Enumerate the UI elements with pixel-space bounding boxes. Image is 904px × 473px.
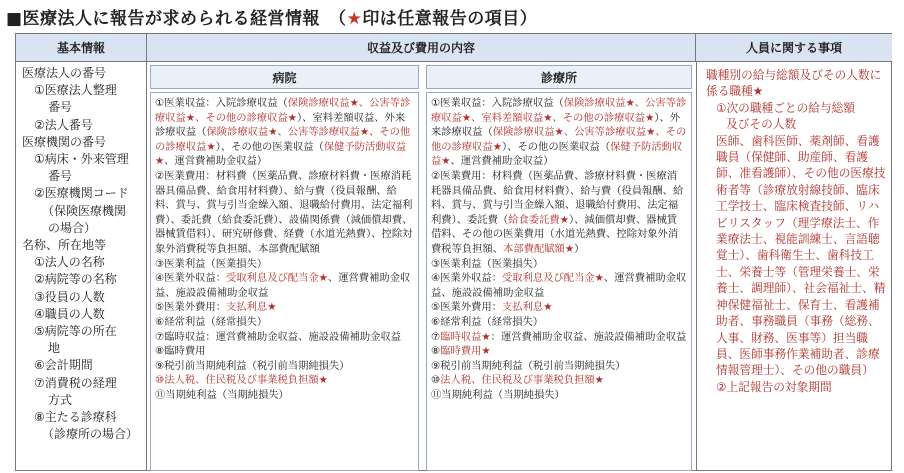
item-line bbox=[155, 373, 414, 388]
item-text: ）、減価償却費、器械賃借料、その他の医業費用（水道光熱費、控除対象外消費税等負担額、 bbox=[431, 213, 679, 255]
item-text: ⑦ bbox=[431, 330, 441, 343]
item-line bbox=[155, 359, 414, 374]
item-line bbox=[155, 96, 414, 169]
item-text: ⑪当期純利益（当期純損失） bbox=[431, 388, 565, 401]
basic-info-line: （保険医療機関 bbox=[42, 203, 127, 218]
item-text: 、運営費補助金収益） bbox=[164, 155, 268, 168]
item-text: 、運営費補助金収益） bbox=[450, 155, 554, 168]
staff-info-line: 職種別の給与総額及びその人数に係る職種★ bbox=[706, 68, 882, 99]
item-line bbox=[431, 271, 687, 300]
item-line bbox=[155, 169, 414, 257]
item-text: ⑤医業外費用： bbox=[155, 301, 227, 314]
item-text: ①医業収益：入院診療収益（ bbox=[431, 97, 564, 109]
header-staff: 人員に関する事項 bbox=[696, 34, 892, 62]
item-text: ）、室料差額収益、外来診療収益（ bbox=[155, 111, 406, 139]
item-text: 、運営費補助金収益、施設設備補助金収益 bbox=[155, 272, 411, 299]
item-line bbox=[155, 388, 414, 403]
item-text: ⑥経常利益（経常損失） bbox=[155, 315, 268, 328]
item-text: ②医業費用：材料費（医薬品費、診療材料費・医療消耗器具備品費、給食用材料費）、給与費（役員報酬、給料、賞与、賞与引当金繰入額、退職給付費用、法定福利費）、委託費（ bbox=[431, 169, 684, 226]
hospital-items bbox=[150, 92, 419, 471]
item-line bbox=[431, 373, 687, 388]
item-line bbox=[155, 257, 414, 272]
item-line bbox=[431, 359, 687, 374]
subheader-hospital: 病院 bbox=[150, 65, 419, 89]
item-line bbox=[431, 96, 687, 169]
item-text: ：運営費補助金収益、施設設備補助金収益 bbox=[490, 330, 687, 343]
item-text: 、運営費補助金収益、施設設備補助金収益 bbox=[431, 272, 687, 299]
basic-info-line: ②法人番号 bbox=[34, 117, 93, 132]
item-line bbox=[431, 388, 687, 403]
subheader-clinic: 診療所 bbox=[426, 65, 692, 89]
optional-item-text: 受取利息及び配当金★ bbox=[502, 272, 604, 285]
item-line bbox=[155, 344, 414, 359]
optional-item-text: 臨時費用★ bbox=[440, 345, 491, 358]
item-text: ⑨税引前当期純利益（税引前当期純損失） bbox=[431, 359, 626, 372]
staff-info-line: 及びその人数 bbox=[726, 117, 797, 132]
basic-info-column bbox=[16, 62, 147, 471]
optional-item-text: 給食委託費★ bbox=[508, 213, 569, 226]
item-text: ⑩ bbox=[431, 374, 441, 387]
item-text: ）、外来診療収益（ bbox=[431, 111, 681, 139]
item-text: ）、その他の医業収益（ bbox=[215, 140, 324, 153]
item-text: ⑦臨時収益：運営費補助金収益、施設設備補助金収益 bbox=[155, 330, 402, 343]
basic-info-line: ⑦消費税の経理 bbox=[34, 375, 117, 390]
item-line bbox=[431, 315, 687, 330]
basic-info-line: ③役員の人数 bbox=[34, 289, 105, 304]
optional-item-text: 支払利息★ bbox=[502, 301, 553, 314]
optional-item-text: 保険診療収益★、公害等診療収益★、その他の診療収益★ bbox=[431, 126, 687, 153]
basic-info-line: ④職員の人数 bbox=[34, 306, 105, 321]
basic-info-line: 地 bbox=[48, 341, 61, 356]
basic-info-line: ⑥会計期間 bbox=[34, 358, 93, 373]
item-line bbox=[431, 169, 687, 257]
optional-item-text: 本部費配賦額★ bbox=[503, 242, 575, 255]
item-line bbox=[155, 315, 414, 330]
basic-info-line: ①法人の名称 bbox=[34, 255, 105, 270]
staff-info-line: ①次の職種ごとの給与総額 bbox=[716, 100, 856, 115]
optional-item-text: 臨時収益★ bbox=[440, 330, 491, 343]
item-line bbox=[431, 344, 687, 359]
item-line bbox=[155, 300, 414, 315]
title-text: ■医療法人に報告が求められる経営情報 （ bbox=[6, 9, 347, 29]
item-text: ④医業外収益： bbox=[431, 272, 503, 285]
title-suffix: 印は任意報告の項目） bbox=[362, 9, 538, 29]
optional-item-text: 保険診療収益★、公害等診療収益★、その他の診療収益★ bbox=[155, 97, 411, 124]
item-line bbox=[431, 300, 687, 315]
optional-item-text: 受取利息及び配当金★ bbox=[226, 272, 328, 285]
item-text: ⑤医業外費用： bbox=[431, 301, 503, 314]
item-line bbox=[431, 330, 687, 345]
item-line bbox=[155, 330, 414, 345]
basic-info-line: ①医療法人整理 bbox=[34, 83, 117, 98]
basic-info-line: 名称、所在地等 bbox=[22, 238, 107, 253]
optional-item-text: 支払利息★ bbox=[226, 301, 277, 314]
item-text: ⑨税引前当期純利益（税引前当期純損失） bbox=[155, 359, 350, 372]
header-basic-info: 基本情報 bbox=[16, 34, 147, 62]
item-text: ⑧臨時費用 bbox=[155, 345, 206, 358]
item-text: ⑧ bbox=[431, 345, 441, 358]
basic-info-line: ①病床・外来管理 bbox=[34, 152, 129, 167]
optional-item-text: 保険診療収益★、公害等診療収益★、室料差額収益★、その他の診療収益★ bbox=[431, 97, 687, 124]
item-text: ） bbox=[574, 242, 585, 255]
basic-info-line: 方式 bbox=[48, 392, 73, 407]
item-text: ⑥経常利益（経常損失） bbox=[431, 315, 544, 328]
basic-info-line: 医療法人の番号 bbox=[22, 66, 107, 80]
basic-info-line: ⑤病院等の所在 bbox=[34, 324, 117, 339]
basic-info-line: ⑧主たる診療科 bbox=[34, 410, 117, 425]
item-text: ③医業利益（医業損失） bbox=[431, 257, 544, 270]
item-text: ③医業利益（医業損失） bbox=[155, 257, 268, 270]
item-line bbox=[431, 257, 687, 272]
staff-info-line: ②上記報告の対象期間 bbox=[716, 379, 832, 394]
basic-info-line: 番号 bbox=[48, 100, 73, 115]
item-line bbox=[155, 271, 414, 300]
basic-info-line: ②医療機関コード bbox=[34, 186, 129, 201]
item-text: ①医業収益：入院診療収益（ bbox=[155, 97, 288, 109]
optional-item-text: 保健予防活動収益★ bbox=[431, 140, 683, 168]
staff-info-line: 医師、歯科医師、薬剤師、看護職員（保健師、助産師、看護師、准看護師）、その他の医療技術者等（診療放射線技師、臨床工学技士、臨床検査技師、リハビリスタッフ（理学療法士、作業療法士、視能訓練士、言語聴覚士）、歯科衛生士、歯科技工士、栄養士等（管理栄養士、栄養士、調理師）、社会福祉士、精神保健福祉士、保育士、看護補助者、事務職員（事務（総務、人事、財務、医事等）担当職員、医師事務作業補助者、診療情報管理士）、その他の職員） bbox=[716, 133, 886, 378]
item-text: ⑪当期純利益（当期純損失） bbox=[155, 388, 289, 401]
star-mark: ★ bbox=[346, 9, 363, 29]
optional-item-text: 法人税、住民税及び事業税負担額★ bbox=[440, 374, 604, 387]
basic-info-line: 番号 bbox=[48, 169, 73, 184]
basic-info-line: （診療所の場合） bbox=[42, 427, 139, 442]
item-text: ）、その他の医業収益（ bbox=[502, 140, 611, 153]
staff-column bbox=[696, 62, 892, 471]
item-text: ②医業費用：材料費（医薬品費、診療材料費・医療消耗器具備品費、給食用材料費）、給与費（役員報酬、給料、賞与、賞与引当金繰入額、退職給付費用、法定福利費）、委託費（給食委託費）、設備関係費（減価償却費、器械賃借料）、研究研修費、経費（水道光熱費）、控除対象外消費税等負担額、本部費配賦額 bbox=[155, 169, 413, 255]
basic-info-line: 医療機関の番号 bbox=[22, 134, 107, 149]
report-table bbox=[15, 33, 892, 471]
page-title bbox=[6, 4, 537, 29]
optional-item-text: 保健予防活動収益★ bbox=[155, 140, 407, 168]
basic-info-line: の場合） bbox=[48, 220, 97, 235]
optional-item-text: ⑩法人税、住民税及び事業税負担額★ bbox=[155, 374, 328, 387]
basic-info-line: ②病院等の名称 bbox=[34, 272, 117, 287]
clinic-items bbox=[426, 92, 692, 471]
optional-item-text: 保険診療収益★、公害等診療収益★、その他の診療収益★ bbox=[155, 126, 411, 153]
item-text: ④医業外収益： bbox=[155, 272, 227, 285]
header-revenue-expense: 収益及び費用の内容 bbox=[147, 34, 696, 62]
